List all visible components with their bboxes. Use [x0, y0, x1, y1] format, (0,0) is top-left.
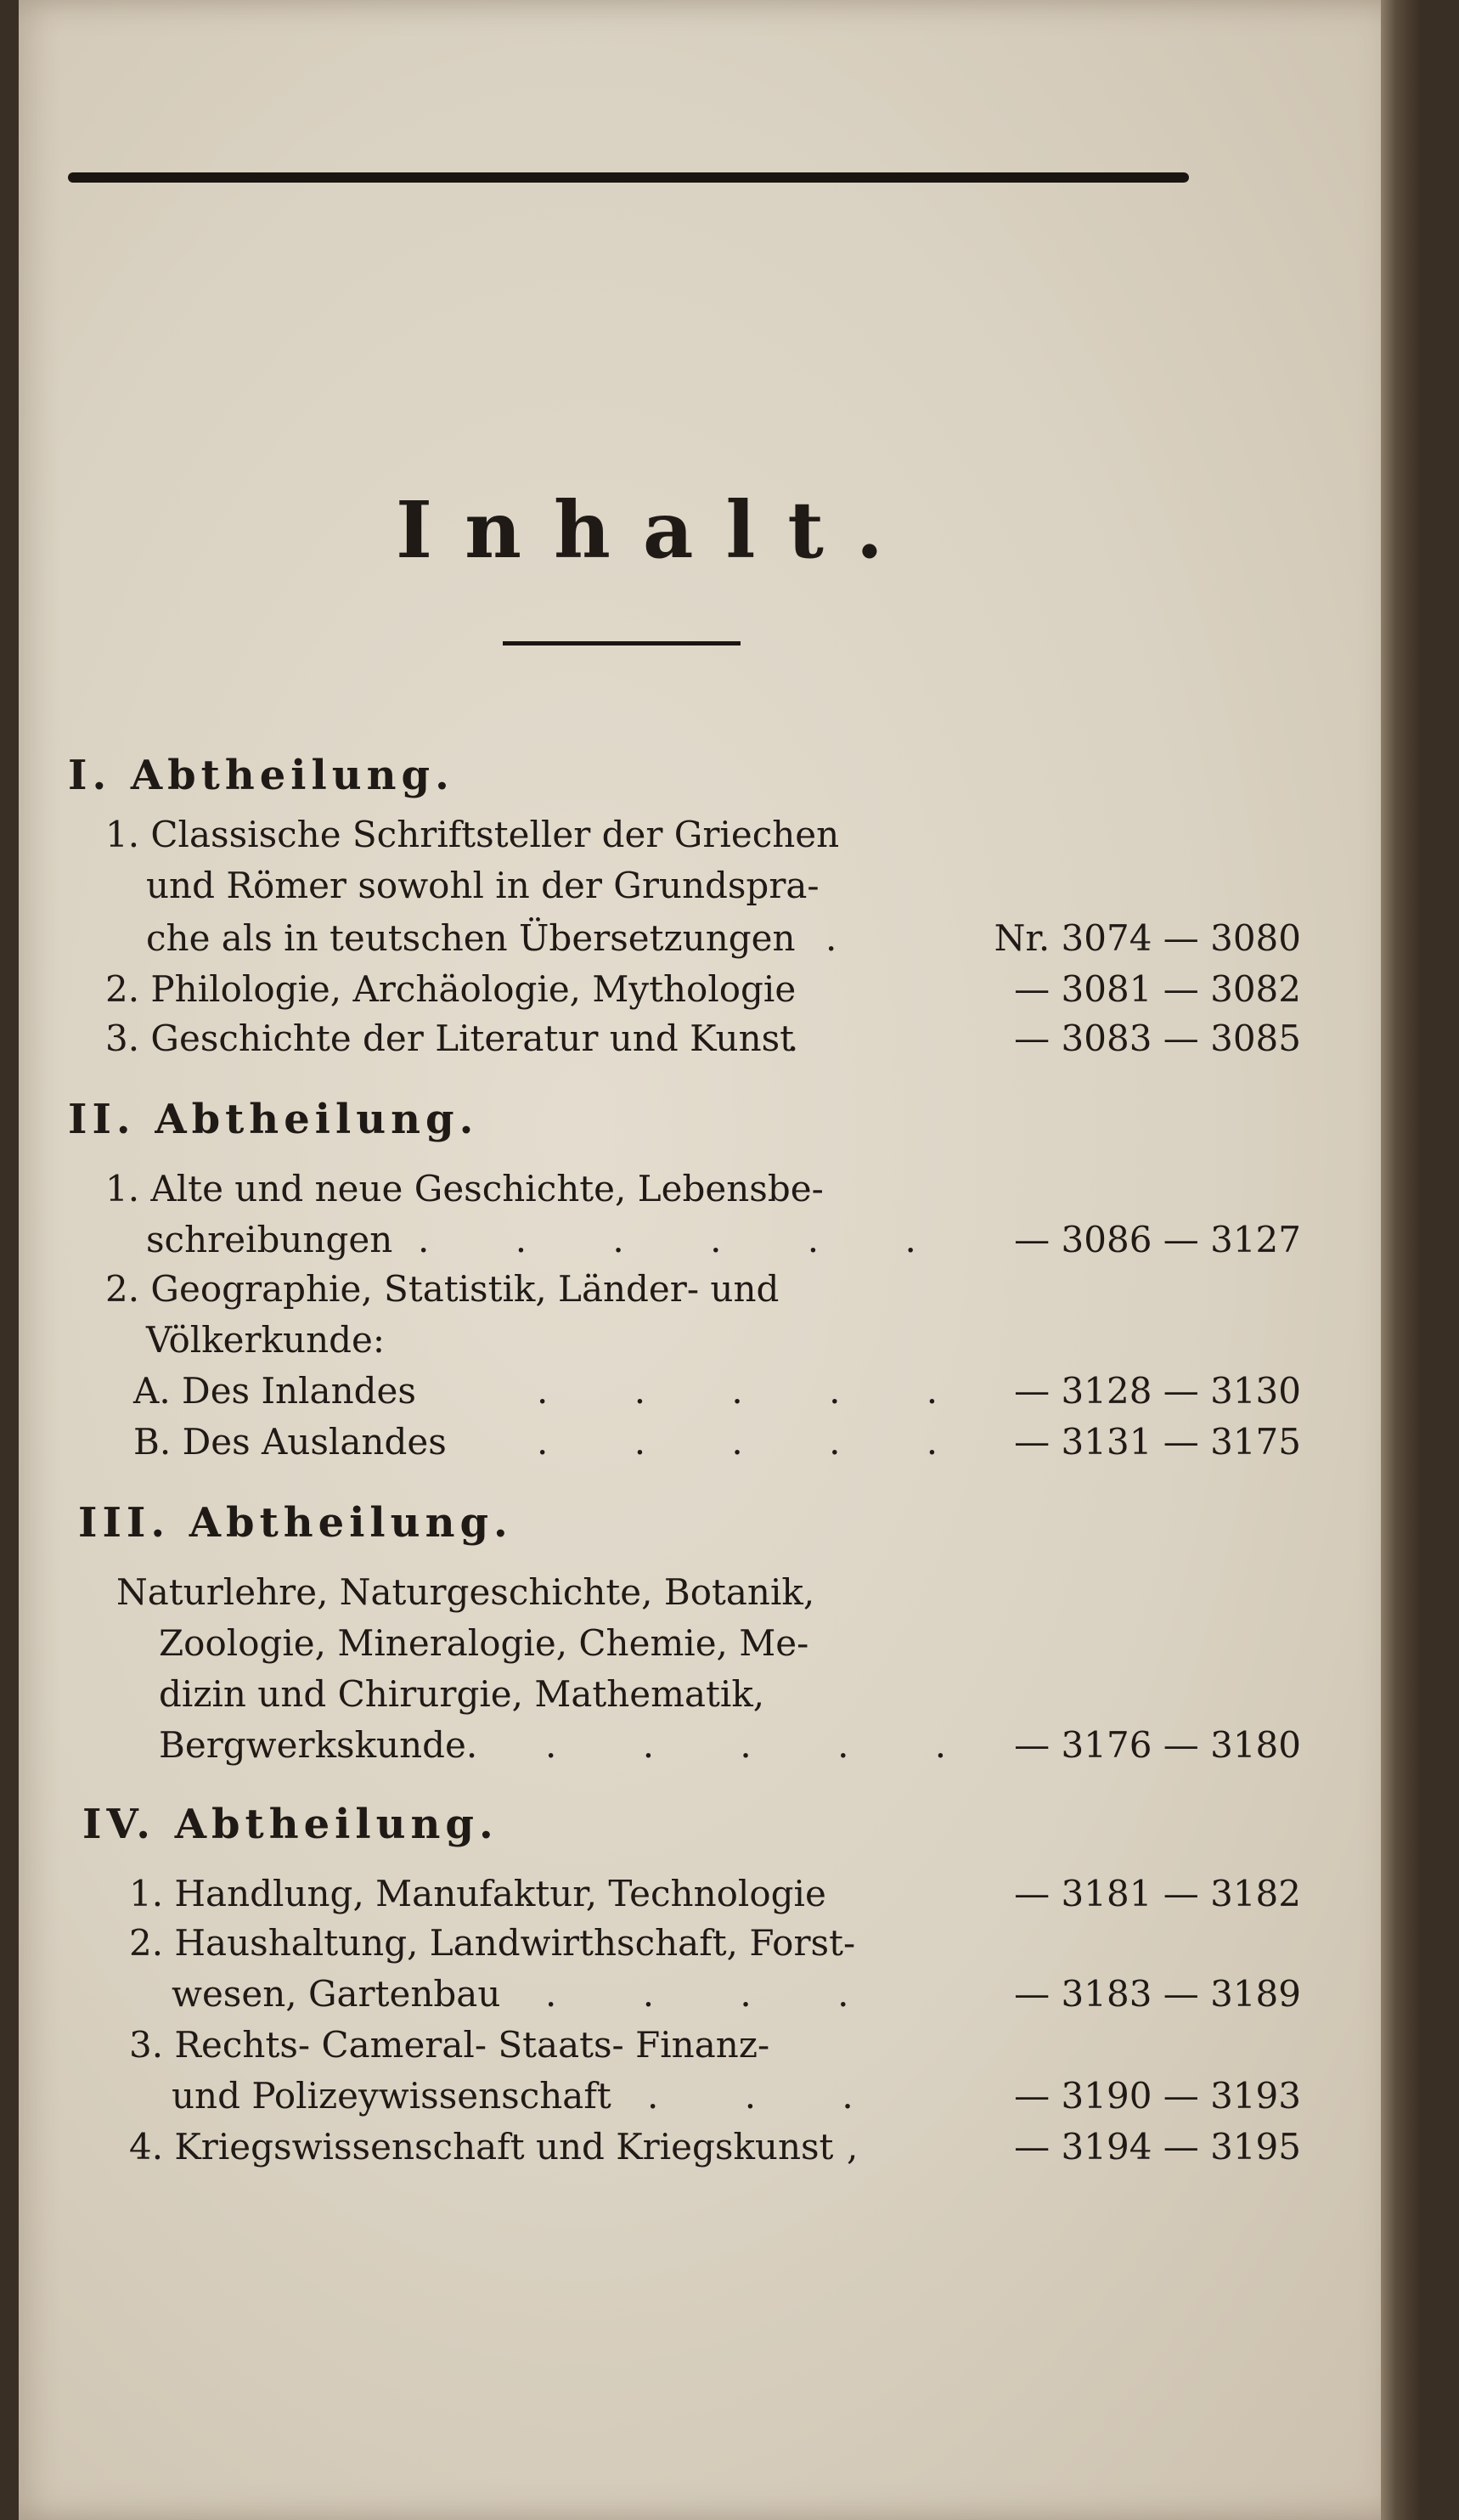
toc-line: Zoologie, Mineralogie, Chemie, Me-: [159, 1622, 809, 1664]
section-heading-3: III. Abtheilung.: [78, 1499, 513, 1547]
toc-line: 1. Classische Schriftsteller der Griechen: [105, 814, 840, 855]
toc-page-ref: — 3083 — 3085: [1014, 1018, 1301, 1059]
toc-line: schreibungen: [146, 1219, 393, 1260]
toc-line: und Römer sowohl in der Grundspra-: [146, 865, 820, 906]
toc-page-ref: — 3181 — 3182: [1014, 1873, 1301, 1914]
toc-line: che als in teutschen Übersetzungen: [146, 917, 796, 959]
toc-line: Bergwerkskunde.: [159, 1724, 478, 1766]
toc-page-ref: — 3194 — 3195: [1014, 2126, 1301, 2168]
toc-line: 1. Alte und neue Geschichte, Lebensbe-: [105, 1168, 824, 1209]
toc-page-ref: — 3190 — 3193: [1014, 2075, 1301, 2117]
toc-dots: . . . . . .: [418, 1219, 954, 1260]
toc-line: B. Des Auslandes: [133, 1421, 447, 1463]
toc-line: wesen, Gartenbau: [172, 1973, 501, 2015]
toc-dots: ,: [847, 2126, 896, 2168]
toc-page-ref: — 3081 — 3082: [1014, 968, 1301, 1010]
toc-page-ref: — 3183 — 3189: [1014, 1973, 1301, 2015]
toc-line: 3. Rechts- Cameral- Staats- Finanz-: [129, 2024, 770, 2066]
toc-dots: . . . .: [545, 1973, 887, 2015]
toc-line: Völkerkunde:: [146, 1319, 386, 1361]
page-edge: [1381, 0, 1420, 2520]
toc-line: 2. Philologie, Archäologie, Mythologie: [105, 968, 797, 1010]
toc-line: 3. Geschichte der Literatur und Kunst: [105, 1018, 795, 1059]
top-rule: [68, 172, 1189, 183]
page-title: Inhalt.: [396, 484, 915, 576]
toc-line: dizin und Chirurgie, Mathematik,: [159, 1673, 765, 1715]
toc-line: und Polizeywissenschaft: [172, 2075, 611, 2117]
section-heading-2: II. Abtheilung.: [68, 1096, 479, 1143]
toc-page-ref: — 3128 — 3130: [1014, 1370, 1301, 1412]
section-heading-4: IV. Abtheilung.: [82, 1801, 499, 1848]
toc-line: 4. Kriegswissenschaft und Kriegskunst: [129, 2126, 834, 2168]
toc-line: 2. Haushaltung, Landwirthschaft, Forst-: [129, 1922, 856, 1964]
toc-line: 2. Geographie, Statistik, Länder- und: [105, 1268, 780, 1310]
book-page: [19, 0, 1420, 2520]
toc-dots: . . . . .: [537, 1370, 976, 1412]
toc-line: Naturlehre, Naturgeschichte, Botanik,: [116, 1571, 815, 1613]
title-rule: [503, 641, 741, 646]
toc-line: A. Des Inlandes: [133, 1370, 416, 1412]
toc-page-ref: — 3086 — 3127: [1014, 1219, 1301, 1260]
toc-dots: . . .: [647, 2075, 891, 2117]
toc-dots: .: [825, 917, 875, 959]
toc-page-ref: — 3131 — 3175: [1014, 1421, 1301, 1463]
toc-dots: .: [787, 1018, 837, 1059]
toc-page-ref: — 3176 — 3180: [1014, 1724, 1301, 1766]
section-heading-1: I. Abtheilung.: [68, 752, 454, 799]
toc-dots: . . . . .: [537, 1421, 976, 1463]
toc-line: 1. Handlung, Manufaktur, Technologie: [129, 1873, 826, 1914]
toc-page-ref: Nr. 3074 — 3080: [994, 917, 1301, 959]
toc-dots: . . . . .: [545, 1724, 984, 1766]
